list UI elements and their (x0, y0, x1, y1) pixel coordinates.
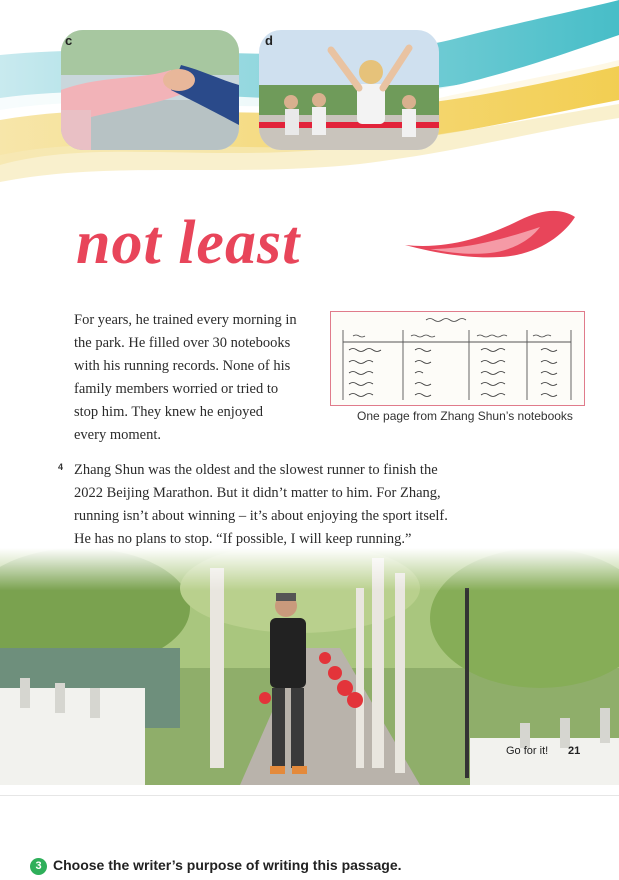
photo-d-label: d (265, 33, 273, 48)
paragraph-line: Zhang Shun was the oldest and the slowest runner to finish the (74, 462, 438, 478)
photo-c-handshake (61, 30, 239, 150)
paragraph-line: the park. He filled over 30 notebooks (74, 335, 291, 351)
notebook-caption: One page from Zhang Shun’s notebooks (357, 409, 573, 423)
paragraph-line: every moment. (74, 427, 161, 443)
task-instruction: Choose the writer’s purpose of writing this passage. (53, 857, 402, 873)
photo-c-label: c (65, 33, 73, 48)
paragraph-line: For years, he trained every morning in (74, 312, 297, 328)
notebook-page-image (330, 311, 585, 406)
paragraph-4 (74, 459, 448, 551)
paragraph-line: family members worried or tried to (74, 381, 279, 397)
handshake-image (61, 30, 239, 150)
paragraph-3 (74, 309, 297, 447)
paragraph-number: 4 (58, 462, 64, 472)
finish-line-image (259, 30, 439, 150)
paragraph-line: with his running records. None of his (74, 358, 291, 374)
section-divider (0, 795, 619, 796)
paragraph-line: stop him. They knew he enjoyed (74, 404, 264, 420)
photo-d-finish-line (259, 30, 439, 150)
handwritten-table-image (331, 312, 584, 405)
section-title: not least (76, 209, 301, 277)
title-swoosh-icon (400, 205, 580, 275)
task-number-badge: 3 (30, 858, 47, 875)
footer-go-for-it: Go for it! (506, 745, 549, 757)
paragraph-line: He has no plans to stop. “If possible, I will keep running.” (74, 531, 412, 547)
paragraph-line: running isn’t about winning – it’s about enjoying the sport itself. (74, 508, 448, 524)
page-number: 21 (568, 745, 581, 757)
paragraph-line: 2022 Beijing Marathon. But it didn’t matter to him. For Zhang, (74, 485, 441, 501)
